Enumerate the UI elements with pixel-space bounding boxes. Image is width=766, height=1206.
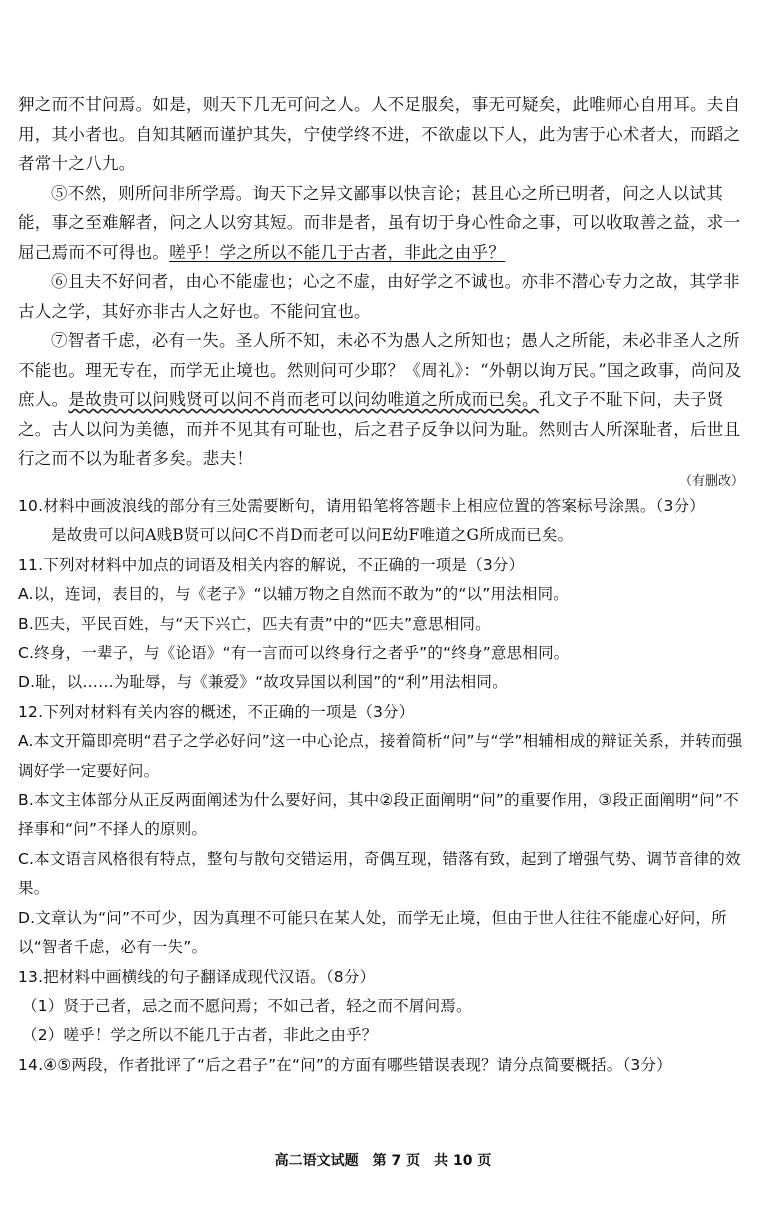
passage-paragraph-continued: 狎之而不甘问焉。如是，则天下几无可问之人。人不足服矣，事无可疑矣，此唯师心自用耳。夫自用，其小者也。自知其陋而谨护其失，宁使学终不进，不欲虚以下人，此为害于心术者大，而蹈之者常十之八九。 bbox=[18, 95, 741, 173]
page-footer: 高二语文试题 第 7 页 共 10 页 bbox=[274, 1153, 492, 1169]
question-13-stem: 13.把材料中画横线的句子翻译成现代汉语。（8分） bbox=[18, 967, 376, 986]
question-12-option-b: B.本文主体部分从正反两面阐述为什么要好问，其中②段正面阐明“问”的重要作用，③段正面阐明“问”不择事和“问”不择人的原则。 bbox=[18, 791, 739, 839]
question-10-sentence: 是故贵可以问A贱B贤可以问C不肖D而老可以问E幼F唯道之G所成而已矣。 bbox=[51, 526, 574, 545]
question-13-part-2: （2）嗟乎！学之所以不能几于古者，非此之由乎？ bbox=[22, 1026, 378, 1045]
question-12-option-d: D.文章认为“问”不可少，因为真理不可能只在某人处，而学无止境，但由于世人往往不能虚心好问，所以“智者千虑，必有一失”。 bbox=[18, 908, 727, 957]
question-13-part-1: （1）贤于己者，忌之而不愿问焉；不如己者，轻之而不屑问焉。 bbox=[22, 996, 472, 1015]
question-10-stem: 10.材料中画波浪线的部分有三处需要断句，请用铅笔将答题卡上相应位置的答案标号涂黑。（3分） bbox=[18, 497, 705, 515]
paragraph-7-text-end: 孔文子不耻下问，夫子贤之。古人以问为美德，而并不见其有可耻也，后之君子反争以问为耻。然则古人所深耻者，后世且行之而不以为耻者多矣。悲夫！ bbox=[18, 390, 741, 468]
question-12-stem: 12.下列对材料有关内容的概述，不正确的一项是（3分） bbox=[18, 702, 415, 721]
reading-passage bbox=[18, 90, 748, 474]
question-11-stem: 11.下列对材料中加点的词语及相关内容的解说，不正确的一项是（3分） bbox=[18, 555, 525, 574]
question-11-option-a: A.以，连词，表目的，与《老子》“以辅万物之自然而不敢为”的“以”用法相同。 bbox=[18, 585, 569, 604]
question-11-option-b: B.匹夫，平民百姓，与“天下兴亡，匹夫有责”中的“匹夫”意思相同。 bbox=[18, 614, 491, 633]
paragraph-7-text: ⑦智者千虑，必有一失。圣人所不知，未必不为愚人之所知也；愚人之所能，未必非圣人之所不能也。理无专在，而学无止境也。然则问可少耶？《周礼》：“外朝以询万民。”国之政事，尚问及庶人。 bbox=[18, 331, 742, 409]
underlined-sentence: 嗟乎！学之所以不能几于古者，非此之由乎？ bbox=[169, 242, 506, 262]
paragraph-5-text: ⑤不然，则所问非所学焉。询天下之异文鄙事以快言论；甚且心之所已明者，问之人以试其能，事之至难解者，问之人以穷其短。而非是者，虽有切于身心性命之事，可以收取善之益，求一屈己焉而不可得也。 bbox=[18, 183, 741, 262]
question-11-option-c: C.终身，一辈子，与《论语》“有一言而可以终身行之者乎”的“终身”意思相同。 bbox=[18, 644, 570, 663]
question-12-option-a: A.本文开篇即亮明“君子之学必好问”这一中心论点，接着简析“问”与“学”相辅相成的辩证关系，并转而强调好学一定要好问。 bbox=[18, 732, 743, 780]
passage-paragraph-7 bbox=[18, 326, 748, 474]
passage-paragraph-5 bbox=[18, 179, 748, 268]
question-14-stem: 14.④⑤两段，作者批评了“后之君子”在“问”的方面有哪些错误表现？请分点简要概括。（3分） bbox=[18, 1055, 672, 1074]
question-11-option-d: D.耻，以……为耻辱，与《兼爱》“故攻异国以利国”的“利”用法相同。 bbox=[18, 673, 508, 692]
source-note: （有删改） bbox=[678, 474, 744, 489]
questions-section bbox=[18, 492, 748, 1080]
question-12-option-c: C.本文语言风格很有特点，整句与散句交错运用，奇偶互现，错落有致，起到了增强气势、调节音律的效果。 bbox=[18, 849, 741, 898]
wavy-underlined-sentence: 是故贵可以问贱贤可以问不肖而老可以问幼唯道之所成而已矣。 bbox=[68, 390, 539, 409]
passage-paragraph-6: ⑥且夫不好问者，由心不能虚也；心之不虚，由好学之不诚也。亦非不潜心专力之故，其学非古人之学，其好亦非古人之好也。不能问宜也。 bbox=[18, 272, 740, 321]
